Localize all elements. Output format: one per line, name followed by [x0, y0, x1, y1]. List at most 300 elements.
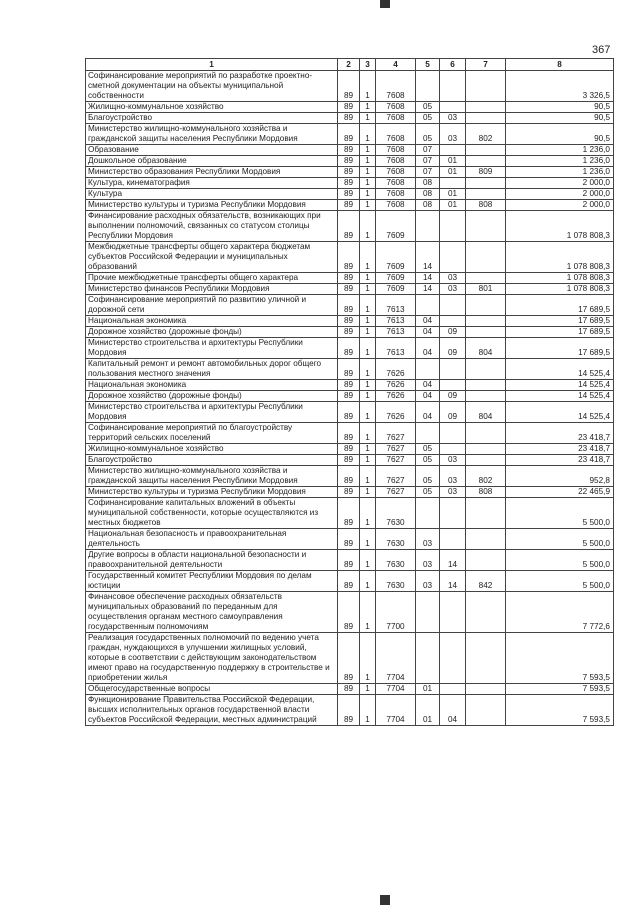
code-cell: 809: [466, 167, 506, 178]
table-row: [86, 295, 614, 316]
code-cell: 1: [360, 295, 376, 316]
code-cell: 04: [416, 380, 440, 391]
code-cell: 89: [338, 550, 360, 571]
code-cell: [466, 455, 506, 466]
amount-cell: 1 078 808,3: [506, 242, 614, 273]
code-cell: [440, 592, 466, 633]
code-cell: [466, 633, 506, 684]
amount-cell: 14 525,4: [506, 402, 614, 423]
page-number: 367: [592, 44, 611, 56]
code-cell: 1: [360, 156, 376, 167]
code-cell: 7608: [376, 156, 416, 167]
table-row: [86, 156, 614, 167]
row-label-cell: Министерство жилищно-коммунального хозяйства и гражданской защиты населения Республики Мордовия: [86, 466, 338, 487]
code-cell: 1: [360, 145, 376, 156]
code-cell: 1: [360, 102, 376, 113]
code-cell: [440, 211, 466, 242]
code-cell: 1: [360, 124, 376, 145]
amount-cell: 1 236,0: [506, 156, 614, 167]
code-cell: 1: [360, 498, 376, 529]
table-row: [86, 124, 614, 145]
code-cell: [416, 592, 440, 633]
code-cell: 89: [338, 466, 360, 487]
code-cell: 801: [466, 284, 506, 295]
code-cell: 89: [338, 529, 360, 550]
row-label-cell: Реализация государственных полномочий по ведению учета граждан, нуждающихся в улучшении жилищных условий, которые в соответствии с действующим законодательством имеют право на государственную поддержку в строительстве и приобретении жилья: [86, 633, 338, 684]
code-cell: 14: [440, 571, 466, 592]
code-cell: 7608: [376, 71, 416, 102]
code-cell: 04: [416, 402, 440, 423]
code-cell: 89: [338, 695, 360, 726]
code-cell: 1: [360, 695, 376, 726]
table-row: [86, 695, 614, 726]
code-cell: 7626: [376, 402, 416, 423]
code-cell: 89: [338, 391, 360, 402]
header-cell: 8: [506, 59, 614, 71]
header-row: [86, 59, 614, 71]
row-label-cell: Другие вопросы в области национальной безопасности и правоохранительной деятельности: [86, 550, 338, 571]
amount-cell: 7 593,5: [506, 684, 614, 695]
code-cell: 7700: [376, 592, 416, 633]
code-cell: [440, 423, 466, 444]
code-cell: [440, 684, 466, 695]
code-cell: 89: [338, 71, 360, 102]
code-cell: 1: [360, 284, 376, 295]
code-cell: 05: [416, 113, 440, 124]
code-cell: [466, 391, 506, 402]
code-cell: 07: [416, 156, 440, 167]
table-row: [86, 273, 614, 284]
code-cell: 89: [338, 200, 360, 211]
code-cell: 14: [440, 550, 466, 571]
code-cell: 05: [416, 487, 440, 498]
code-cell: 7630: [376, 550, 416, 571]
table-row: [86, 113, 614, 124]
code-cell: 1: [360, 633, 376, 684]
code-cell: 1: [360, 550, 376, 571]
code-cell: [466, 156, 506, 167]
code-cell: 89: [338, 455, 360, 466]
code-cell: 7704: [376, 633, 416, 684]
code-cell: 1: [360, 455, 376, 466]
row-label-cell: Министерство строительства и архитектуры Республики Мордовия: [86, 402, 338, 423]
code-cell: 89: [338, 316, 360, 327]
code-cell: 89: [338, 102, 360, 113]
table-row: [86, 316, 614, 327]
amount-cell: 2 000,0: [506, 189, 614, 200]
table-row: [86, 189, 614, 200]
code-cell: [440, 242, 466, 273]
code-cell: 7608: [376, 200, 416, 211]
code-cell: [416, 71, 440, 102]
code-cell: 804: [466, 338, 506, 359]
code-cell: [466, 295, 506, 316]
code-cell: 1: [360, 178, 376, 189]
code-cell: 1: [360, 466, 376, 487]
table-row: [86, 200, 614, 211]
row-label-cell: Финансирование расходных обязательств, возникающих при выполнении полномочий, связанных со статусом столицы Республики Мордовия: [86, 211, 338, 242]
row-label-cell: Софинансирование капитальных вложений в объекты муниципальной собственности, которые осуществляются из местных бюджетов: [86, 498, 338, 529]
row-label-cell: Министерство строительства и архитектуры Республики Мордовия: [86, 338, 338, 359]
code-cell: [416, 633, 440, 684]
code-cell: 7627: [376, 444, 416, 455]
code-cell: 1: [360, 113, 376, 124]
amount-cell: 90,5: [506, 102, 614, 113]
amount-cell: 1 078 808,3: [506, 211, 614, 242]
table-row: [86, 380, 614, 391]
table-row: [86, 455, 614, 466]
code-cell: 09: [440, 338, 466, 359]
code-cell: [440, 444, 466, 455]
code-cell: [416, 211, 440, 242]
table-row: [86, 391, 614, 402]
row-label-cell: Жилищно-коммунальное хозяйство: [86, 444, 338, 455]
table-row: [86, 178, 614, 189]
code-cell: [466, 316, 506, 327]
row-label-cell: Образование: [86, 145, 338, 156]
code-cell: 04: [416, 327, 440, 338]
code-cell: 89: [338, 124, 360, 145]
amount-cell: 23 418,7: [506, 423, 614, 444]
code-cell: 1: [360, 167, 376, 178]
code-cell: 03: [440, 273, 466, 284]
code-cell: [466, 273, 506, 284]
code-cell: 1: [360, 571, 376, 592]
code-cell: 1: [360, 211, 376, 242]
code-cell: 09: [440, 402, 466, 423]
table-row: [86, 487, 614, 498]
code-cell: 1: [360, 529, 376, 550]
code-cell: 7704: [376, 684, 416, 695]
code-cell: 03: [440, 466, 466, 487]
row-label-cell: Министерство культуры и туризма Республики Мордовия: [86, 487, 338, 498]
table-row: [86, 684, 614, 695]
amount-cell: 17 689,5: [506, 316, 614, 327]
table-row: [86, 444, 614, 455]
amount-cell: 1 236,0: [506, 145, 614, 156]
table-row: [86, 338, 614, 359]
code-cell: 04: [416, 338, 440, 359]
table-row: [86, 211, 614, 242]
code-cell: [466, 380, 506, 391]
code-cell: 7626: [376, 380, 416, 391]
code-cell: [440, 316, 466, 327]
binding-mark-bottom: [380, 895, 390, 905]
code-cell: 7608: [376, 145, 416, 156]
code-cell: 7609: [376, 273, 416, 284]
code-cell: 89: [338, 402, 360, 423]
code-cell: 802: [466, 466, 506, 487]
code-cell: 89: [338, 242, 360, 273]
code-cell: 14: [416, 273, 440, 284]
code-cell: 7626: [376, 391, 416, 402]
code-cell: 05: [416, 466, 440, 487]
code-cell: 7608: [376, 113, 416, 124]
row-label-cell: Министерство финансов Республики Мордовия: [86, 284, 338, 295]
code-cell: 89: [338, 167, 360, 178]
table-row: [86, 71, 614, 102]
table-row: [86, 498, 614, 529]
row-label-cell: Культура: [86, 189, 338, 200]
amount-cell: 5 500,0: [506, 550, 614, 571]
code-cell: 05: [416, 124, 440, 145]
code-cell: 89: [338, 211, 360, 242]
code-cell: 7630: [376, 529, 416, 550]
table-row: [86, 571, 614, 592]
code-cell: 01: [416, 684, 440, 695]
code-cell: [440, 295, 466, 316]
code-cell: [466, 211, 506, 242]
amount-cell: 1 078 808,3: [506, 284, 614, 295]
row-label-cell: Дошкольное образование: [86, 156, 338, 167]
amount-cell: 952,8: [506, 466, 614, 487]
code-cell: 04: [416, 391, 440, 402]
code-cell: 7608: [376, 178, 416, 189]
table-row: [86, 550, 614, 571]
row-label-cell: Национальная экономика: [86, 316, 338, 327]
code-cell: 09: [440, 327, 466, 338]
code-cell: 01: [440, 200, 466, 211]
code-cell: 03: [416, 529, 440, 550]
code-cell: 89: [338, 487, 360, 498]
code-cell: [416, 423, 440, 444]
row-label-cell: Жилищно-коммунальное хозяйство: [86, 102, 338, 113]
amount-cell: 17 689,5: [506, 338, 614, 359]
code-cell: 1: [360, 242, 376, 273]
code-cell: 7609: [376, 242, 416, 273]
code-cell: [440, 102, 466, 113]
row-label-cell: Дорожное хозяйство (дорожные фонды): [86, 327, 338, 338]
code-cell: 05: [416, 444, 440, 455]
code-cell: 1: [360, 359, 376, 380]
code-cell: 89: [338, 380, 360, 391]
amount-cell: 23 418,7: [506, 444, 614, 455]
amount-cell: 5 500,0: [506, 571, 614, 592]
header-cell: 2: [338, 59, 360, 71]
amount-cell: 7 593,5: [506, 633, 614, 684]
code-cell: 1: [360, 189, 376, 200]
header-cell: 6: [440, 59, 466, 71]
budget-table: [85, 58, 614, 726]
header-cell: 7: [466, 59, 506, 71]
code-cell: 1: [360, 391, 376, 402]
code-cell: 08: [416, 178, 440, 189]
code-cell: 1: [360, 592, 376, 633]
code-cell: [466, 113, 506, 124]
row-label-cell: Финансовое обеспечение расходных обязательств муниципальных образований по переданным для осуществления органам местного самоуправления государственным полномочиям: [86, 592, 338, 633]
code-cell: [466, 71, 506, 102]
code-cell: 04: [440, 695, 466, 726]
table-row: [86, 466, 614, 487]
code-cell: 7613: [376, 295, 416, 316]
code-cell: [466, 550, 506, 571]
table-row: [86, 145, 614, 156]
code-cell: 03: [440, 284, 466, 295]
code-cell: 808: [466, 487, 506, 498]
amount-cell: 23 418,7: [506, 455, 614, 466]
code-cell: 1: [360, 316, 376, 327]
code-cell: 89: [338, 498, 360, 529]
amount-cell: 90,5: [506, 113, 614, 124]
code-cell: 08: [416, 189, 440, 200]
row-label-cell: Межбюджетные трансферты общего характера бюджетам субъектов Российской Федерации и муниципальных образований: [86, 242, 338, 273]
table-row: [86, 529, 614, 550]
row-label-cell: Софинансирование мероприятий по благоустройству территорий сельских поселений: [86, 423, 338, 444]
code-cell: [466, 684, 506, 695]
code-cell: 89: [338, 444, 360, 455]
code-cell: 1: [360, 200, 376, 211]
code-cell: 01: [440, 167, 466, 178]
amount-cell: 14 525,4: [506, 380, 614, 391]
code-cell: 7608: [376, 124, 416, 145]
table-row: [86, 242, 614, 273]
code-cell: 7609: [376, 284, 416, 295]
code-cell: [466, 592, 506, 633]
code-cell: [466, 178, 506, 189]
code-cell: 842: [466, 571, 506, 592]
code-cell: 808: [466, 200, 506, 211]
code-cell: 1: [360, 338, 376, 359]
table-row: [86, 102, 614, 113]
row-label-cell: Благоустройство: [86, 113, 338, 124]
row-label-cell: Дорожное хозяйство (дорожные фонды): [86, 391, 338, 402]
code-cell: 89: [338, 684, 360, 695]
code-cell: 89: [338, 273, 360, 284]
amount-cell: 1 236,0: [506, 167, 614, 178]
row-label-cell: Министерство образования Республики Мордовия: [86, 167, 338, 178]
code-cell: 7613: [376, 327, 416, 338]
code-cell: 89: [338, 284, 360, 295]
code-cell: [466, 423, 506, 444]
code-cell: [440, 380, 466, 391]
row-label-cell: Министерство жилищно-коммунального хозяйства и гражданской защиты населения Республики Мордовия: [86, 124, 338, 145]
row-label-cell: Софинансирование мероприятий по развитию уличной и дорожной сети: [86, 295, 338, 316]
code-cell: [466, 444, 506, 455]
code-cell: 89: [338, 156, 360, 167]
code-cell: 01: [416, 695, 440, 726]
code-cell: [466, 529, 506, 550]
code-cell: 03: [440, 113, 466, 124]
code-cell: 05: [416, 102, 440, 113]
code-cell: 7608: [376, 167, 416, 178]
row-label-cell: Культура, кинематография: [86, 178, 338, 189]
code-cell: 7613: [376, 316, 416, 327]
amount-cell: 7 772,6: [506, 592, 614, 633]
code-cell: [440, 529, 466, 550]
code-cell: 03: [440, 124, 466, 145]
table-row: [86, 167, 614, 178]
amount-cell: 3 326,5: [506, 71, 614, 102]
code-cell: 1: [360, 487, 376, 498]
code-cell: [440, 498, 466, 529]
code-cell: 05: [416, 455, 440, 466]
code-cell: 7609: [376, 211, 416, 242]
code-cell: [416, 498, 440, 529]
code-cell: 89: [338, 423, 360, 444]
code-cell: [466, 242, 506, 273]
table-row: [86, 327, 614, 338]
row-label-cell: Общегосударственные вопросы: [86, 684, 338, 695]
code-cell: 01: [440, 189, 466, 200]
code-cell: 7627: [376, 487, 416, 498]
table-row: [86, 423, 614, 444]
row-label-cell: Национальная экономика: [86, 380, 338, 391]
code-cell: [466, 327, 506, 338]
code-cell: [466, 695, 506, 726]
code-cell: 1: [360, 684, 376, 695]
row-label-cell: Софинансирование мероприятий по разработке проектно-сметной документации на объекты муниципальной собственности: [86, 71, 338, 102]
amount-cell: 1 078 808,3: [506, 273, 614, 284]
amount-cell: 90,5: [506, 124, 614, 145]
row-label-cell: Благоустройство: [86, 455, 338, 466]
code-cell: 7627: [376, 466, 416, 487]
amount-cell: 14 525,4: [506, 359, 614, 380]
code-cell: [466, 189, 506, 200]
code-cell: 1: [360, 444, 376, 455]
code-cell: [440, 359, 466, 380]
code-cell: 7626: [376, 359, 416, 380]
header-cell: 5: [416, 59, 440, 71]
code-cell: 09: [440, 391, 466, 402]
table-row: [86, 592, 614, 633]
code-cell: 14: [416, 284, 440, 295]
code-cell: [466, 359, 506, 380]
code-cell: 07: [416, 167, 440, 178]
code-cell: [416, 295, 440, 316]
code-cell: 89: [338, 592, 360, 633]
header-cell: 3: [360, 59, 376, 71]
code-cell: 89: [338, 327, 360, 338]
code-cell: 89: [338, 359, 360, 380]
code-cell: 14: [416, 242, 440, 273]
code-cell: 89: [338, 145, 360, 156]
code-cell: 804: [466, 402, 506, 423]
amount-cell: 2 000,0: [506, 178, 614, 189]
code-cell: [466, 102, 506, 113]
binding-mark-top: [380, 0, 390, 8]
code-cell: 89: [338, 113, 360, 124]
code-cell: 7608: [376, 189, 416, 200]
row-label-cell: Государственный комитет Республики Мордовия по делам юстиции: [86, 571, 338, 592]
table-row: [86, 284, 614, 295]
code-cell: 7608: [376, 102, 416, 113]
amount-cell: 14 525,4: [506, 391, 614, 402]
row-label-cell: Прочие межбюджетные трансферты общего характера: [86, 273, 338, 284]
code-cell: [440, 145, 466, 156]
code-cell: 7613: [376, 338, 416, 359]
code-cell: 89: [338, 633, 360, 684]
code-cell: 07: [416, 145, 440, 156]
code-cell: 01: [440, 156, 466, 167]
code-cell: 03: [440, 455, 466, 466]
table-row: [86, 633, 614, 684]
code-cell: 89: [338, 338, 360, 359]
amount-cell: 7 593,5: [506, 695, 614, 726]
amount-cell: 22 465,9: [506, 487, 614, 498]
header-cell: 1: [86, 59, 338, 71]
row-label-cell: Капитальный ремонт и ремонт автомобильных дорог общего пользования местного значения: [86, 359, 338, 380]
code-cell: 89: [338, 178, 360, 189]
row-label-cell: Министерство культуры и туризма Республики Мордовия: [86, 200, 338, 211]
code-cell: 7627: [376, 455, 416, 466]
table-row: [86, 359, 614, 380]
amount-cell: 17 689,5: [506, 327, 614, 338]
code-cell: 1: [360, 402, 376, 423]
code-cell: 89: [338, 189, 360, 200]
code-cell: 89: [338, 571, 360, 592]
code-cell: 802: [466, 124, 506, 145]
row-label-cell: Функционирование Правительства Российской Федерации, высших исполнительных органов государственной власти субъектов Российской Федерации, местных администраций: [86, 695, 338, 726]
